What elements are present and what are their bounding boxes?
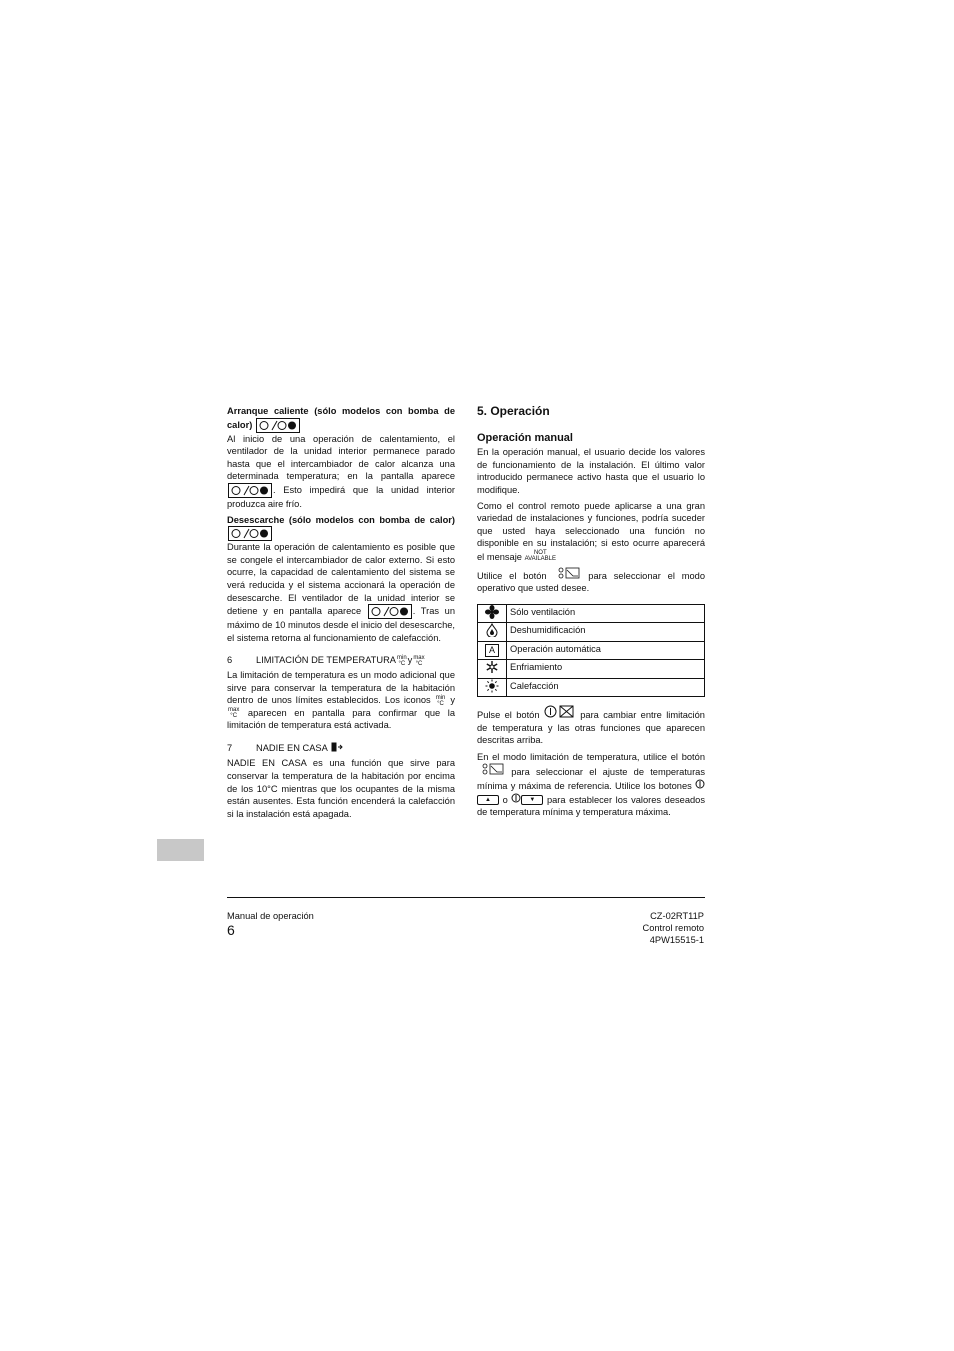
item-7-heading: 7 NADIE EN CASA	[227, 742, 455, 756]
defrost-icon	[228, 526, 272, 541]
not-available-message: NOT AVAILABLE	[524, 549, 557, 562]
table-row: Calefacción	[478, 678, 705, 697]
limit-adjust-text: En el modo limitación de temperatura, utilice el botón para seleccionar el ajuste de temperaturas mínima y máxima de referencia. Utilice los botones ▲ o ▼ para establecer los valores deseados de temperatura mínima y temperatura máxima.	[477, 751, 705, 818]
min-temp-icon-inline: min °C	[435, 694, 446, 707]
mode-button-icon	[553, 571, 588, 581]
min-temp-icon: min °C	[396, 654, 407, 667]
table-row: A Operación automática	[478, 641, 705, 659]
hot-start-icon	[256, 418, 300, 433]
table-row: Deshumidificación	[478, 623, 705, 642]
max-temp-icon-inline: max °C	[228, 707, 240, 720]
section-title: 5. Operación	[477, 404, 550, 418]
footer-product-info: CZ-02RT11P Control remoto 4PW15515-1	[642, 911, 704, 945]
max-temp-icon: max °C	[413, 654, 425, 667]
defrost-text: Durante la operación de calentamiento es posible que se congele el intercambiador de calor externo. Si esto ocurre, la capacidad de calentamiento del sistema se verá reducida y el sistema accionará la operación de desescarche. El ventilador de la unidad interior se detiene y en pantalla aparece . Tras un máximo de 10 minutos desde el inicio del desescarche, el sistema retorna al funcionamiento de calefacción.	[227, 542, 455, 643]
auto-icon: A	[485, 644, 499, 657]
snowflake-icon	[485, 660, 499, 674]
item-6-heading: 6 LIMITACIÓN DE TEMPERATURA min °C y max °C	[227, 654, 425, 667]
defrost-icon-inline	[368, 604, 412, 619]
hot-start-icon-inline	[228, 483, 272, 498]
defrost-heading: Desescarche (sólo modelos con bomba de calor)	[227, 514, 455, 542]
fan-icon	[485, 605, 499, 619]
limit-toggle-button-icon	[544, 710, 580, 720]
page-number: 6	[227, 922, 235, 938]
table-row: Enfriamiento	[478, 659, 705, 678]
hot-start-heading: Arranque caliente (sólo modelos con bomba de calor)	[227, 405, 455, 433]
mode-table	[477, 604, 705, 697]
temp-limit-text: La limitación de temperatura es un modo adicional que sirve para conservar la temperatura de la habitación dentro de unos límites establecidos. Los iconos min °C y max °C aparecen en pantalla para confirmar que la limitación de temperatura está activada.	[227, 669, 455, 731]
not-available-text: Como el control remoto puede aplicarse a una gran variedad de instalaciones y funciones, podría suceder que usted haya seleccionado una función no disponible en su instalación; si esto ocurre aparecerá el mensaje NOT AVAILABLE	[477, 500, 705, 562]
manual-op-text: En la operación manual, el usuario decide los valores de funcionamiento de la instalación. El último valor introducido permanece activo hasta que el usuario lo modifique.	[477, 447, 705, 495]
hot-start-text: Al inicio de una operación de calentamiento, el ventilador de la unidad interior permanece parado hasta que el intercambiador de calor alcanza una determinada temperatura; en la pantalla aparece . Esto impedirá que la unidad interior produzca aire frío.	[227, 433, 455, 509]
away-text: NADIE EN CASA es una función que sirve para conservar la temperatura de la habitación por encima de los 10°C mientras que los ocupantes de la misma están ausentes. Esta función encenderá la calefacción si la instalación está apagada.	[227, 758, 455, 819]
subsection-title: Operación manual	[477, 431, 573, 444]
mode-select-text: Utilice el botón para seleccionar el modo operativo que usted desee.	[477, 567, 705, 595]
table-row: Sólo ventilación	[478, 604, 705, 623]
away-icon	[331, 742, 343, 756]
right-column	[477, 405, 705, 819]
left-column	[227, 405, 455, 820]
footer-manual-title: Manual de operación	[227, 911, 314, 921]
up-button-icon: ▲	[477, 781, 705, 805]
toggle-limit-text: Pulse el botón para cambiar entre limitación de temperatura y las otras funciones que aparecen descritas arriba.	[477, 705, 705, 747]
down-button-icon: ▼	[511, 795, 543, 805]
droplet-icon	[485, 623, 499, 637]
minmax-button-icon	[477, 767, 511, 777]
footer-rule	[227, 897, 705, 898]
sun-icon	[485, 679, 499, 693]
language-tab	[157, 839, 204, 861]
